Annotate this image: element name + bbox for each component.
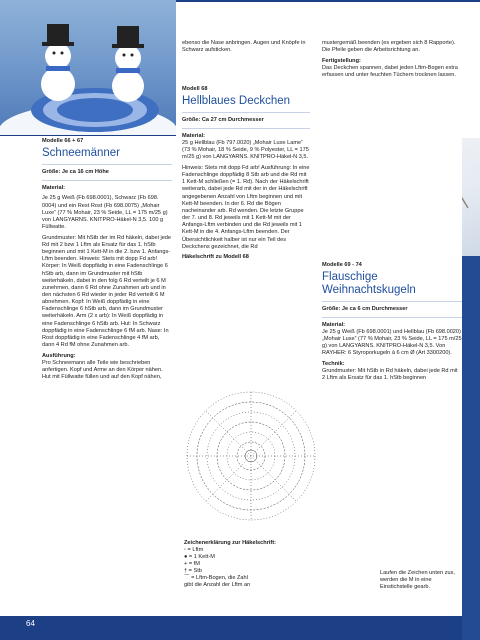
pattern-text: Grundmuster: Mit hStb der im Rd häkeln, dabei jede Rd mit 2 bzw 1 Lftm als Ersatz für das 1. hStb beginnen und mit 1 Kett-M in die 2. bzw 1. Anfangs-Lftm beenden. Hinweis: Stets mit dopp Fd arb! Körper: In Weiß doppfädig in eine Fadenschlinge 6 hStb arb, dann im Grundmuster mit hStb weiterhäkeln, dabei in den folg 6 Rd verteilt je 6 M zunehmen, dann 6 Rd ohne Zunahmen arb und in den nächsten 6 Rd wieder in jeder Rd verteilt 6 M abnehmen. Kopf: In Weiß doppfädig in eine Fadenschlinge 6 hStb arb, dann im Grundmuster weiterhäkeln. Arm (2 x arb): In Weiß doppfädig in eine Fadenschlinge 6 hStb arb. Hut: In Schwarz doppfädig in eine Fadenschlinge 6 fM arb. Nase: In Rost doppfädig in eine Fadenschlinge 4 fM arb, dann 4 Rd fM ohne Zunahmen arb.: [42, 234, 172, 349]
legend-item: ⌒ = Lftm-Bogen, die Zahl: [184, 575, 248, 581]
size-line: Größe: Ca 27 cm Durchmesser: [182, 117, 264, 124]
size-line: Größe: Je ca 6 cm Durchmesser: [322, 306, 408, 313]
material-heading: Material:: [182, 132, 206, 139]
section-title: Hellblaues Deckchen: [182, 95, 291, 108]
material-heading: Material:: [322, 321, 346, 328]
legend-item: ◦ = Lftm: [184, 547, 204, 553]
material-text: Je 25 g Weiß (Fb 698.0001), Schwarz (Fb 698. 0004) und ein Rest Rost (Fb 698.0075) „Mohair Luxe“ (77 % Mohair, 23 % Seide, LL = 175 m/25 g) von LANGYARNS. KNITPRO-Häkel-N 3,5. 100 g Füllwatte.: [42, 195, 168, 231]
top-rule: [176, 0, 480, 2]
column-snowmen: [42, 138, 172, 385]
section-title: Flauschige Weihnachtskugeln: [322, 271, 416, 297]
legend-title: Zeichenerklärung zur Häkelschrift:: [184, 540, 277, 546]
diagram-heading: Häkelschrift zu Modell 68: [182, 254, 249, 261]
technique-text: Grundmuster: Mit hStb in Rd häkeln, dabei jede Rd mit 2 Lftm als Ersatz für das 1. hStb beginnen: [322, 368, 458, 382]
column-doily: [182, 86, 310, 265]
divider: [322, 317, 462, 318]
legend-item: ● = 1 Kett-M: [184, 554, 215, 560]
column-continuation: [182, 40, 310, 58]
finishing-text: Pro Schneemann alle Teile wie beschrieben anfertigen. Kopf und Arme an den Körper nähen. Hut mit Füllwatte füllen und auf den Kopf nähen,: [42, 359, 163, 381]
divider: [42, 164, 172, 165]
page-number: 64: [26, 619, 35, 628]
divider: [42, 180, 172, 181]
material-text: Je 25 g Weiß (Fb 698.0001) und Hellblau (Fb 698.0020) „Mohair Luxe“ (77 % Mohair, 23 % Seide, LL = 175 m/25 g) von LANGYARNS. KNITPRO-Häkel-N 3,5. Von RAYHER: 6 Styroporkugeln à 6 cm Ø (Art 3300200).: [322, 328, 462, 357]
legend: [184, 540, 314, 589]
legend-item: + = fM: [184, 561, 200, 567]
model-number: Modell 68: [182, 86, 208, 92]
pattern-text: Hinweis: Stets mit dopp Fd arb! Ausführung: In eine Fadenschlinge doppfädig 8 Stb arb und die Rd mit 1 Kett-M schließen (= 1. Rd). Nach der Häkelschrift weiterarb, dabei jede Rd mit der in der Häkelschrift angegebenen Anzahl von Lftm beginnen und mit Kett-M beenden. In der 6. Rd die Bögen nacheinander arb. Rd wenden. Die letzte Gruppe der 7. und 8. Rd jeweils mit 1 Kett-M mit der Anfangs-Lftm verbinden und die Rd jeweils mit 1 Kett-M in die 4. Anfangs-Lftm beenden. Der Übersichtlichkeit halber ist nur ein Teil des Deckchens gezeichnet, die Rd: [182, 164, 310, 250]
divider: [182, 128, 310, 129]
column-right-top: [322, 40, 462, 83]
finishing-text: Das Deckchen spannen, dabei jeden Lftm-Bogen extra erfassen und unter feuchten Tüchern trocknen lassen.: [322, 64, 458, 79]
material-text: 25 g Hellblau (Fb 797.0020) „Mohair Luxe Lame“ (73 % Mohair, 18 % Seide, 9 % Polyester, LL = 175 m/25 g) von LANGYARNS. KNITPRO-Häkel-N 3,5.: [182, 139, 309, 161]
finishing-heading: Fertigstellung:: [322, 57, 361, 64]
section-title: Schneemänner: [42, 147, 120, 160]
model-number: Modelle 69 - 74: [322, 262, 362, 268]
technique-heading: Technik:: [322, 361, 345, 368]
size-line: Größe: Je ca 16 cm Höhe: [42, 169, 109, 176]
model-number: Modelle 66 + 67: [42, 138, 84, 144]
divider: [322, 301, 462, 302]
legend-item: gibt die Anzahl der Lftm an: [184, 582, 251, 588]
continuation-text: ebenso die Nase anbringen. Augen und Knöpfe in Schwarz aufsticken.: [182, 40, 306, 54]
snowmen-photo: [0, 0, 176, 135]
legend-item: † = Stb: [184, 568, 202, 574]
side-strip: [462, 256, 480, 640]
legend-note: Laufen die Zeichen unten zus, werden die M in eine Einstichstelle gearb.: [380, 570, 455, 590]
continuation-right: mustergemäß beenden (es ergeben sich 8 Rapporte). Die Pfeile geben die Arbeitsrichtung an.: [322, 40, 456, 54]
divider: [182, 112, 310, 113]
finishing-heading: Ausführung:: [42, 352, 76, 359]
column-balls: [322, 262, 462, 386]
material-heading: Material:: [42, 184, 66, 191]
